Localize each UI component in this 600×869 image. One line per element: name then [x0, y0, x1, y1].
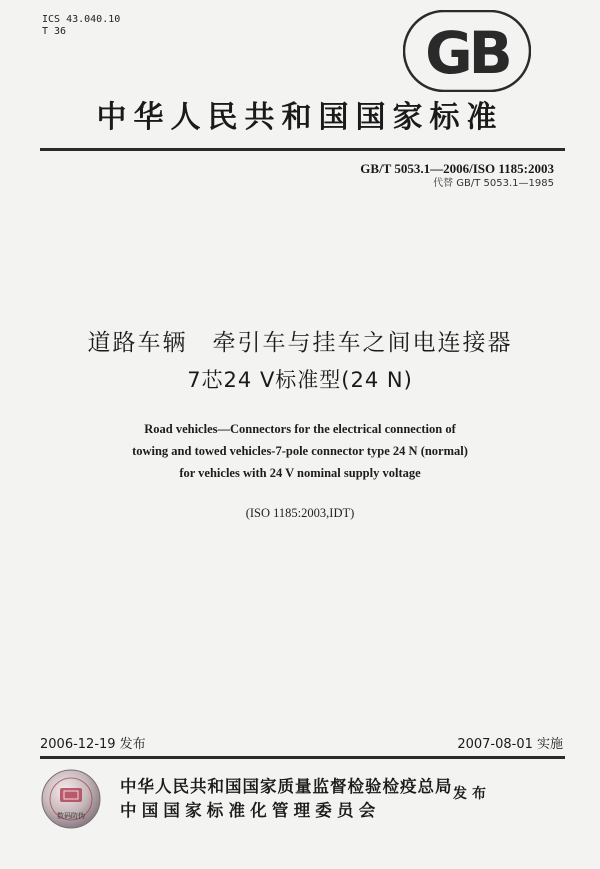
chinese-title-line-2: 7芯24 V标准型(24 N) — [187, 368, 413, 392]
ics-code: ICS 43.040.10 — [42, 14, 121, 25]
publish-label: 发布 — [453, 786, 491, 802]
svg-text:GB: GB — [425, 19, 509, 87]
issuer-line-1: 中华人民共和国国家质量监督检验检疫总局 — [120, 777, 453, 796]
standard-number: GB/T 5053.1—2006/ISO 1185:2003 — [360, 161, 554, 176]
seal-text: 数码防伪 — [57, 812, 85, 820]
iso-reference: (ISO 1185:2003,IDT) — [245, 506, 355, 520]
replaces-standard: 代替 GB/T 5053.1—1985 — [433, 178, 554, 189]
footer-rule — [40, 756, 565, 759]
english-title-line-2: towing and towed vehicles-7-pole connector type 24 N (normal) — [132, 444, 468, 458]
english-title-line-3: for vehicles with 24 V nominal supply voltage — [179, 466, 421, 480]
header-rule — [40, 148, 565, 151]
national-standard-title: 中华人民共和国国家标准 — [96, 100, 504, 135]
classification-codes — [42, 14, 120, 38]
chinese-title-line-1: 道路车辆 牵引车与挂车之间电连接器 — [87, 330, 513, 356]
date-row — [40, 737, 563, 753]
english-title-line-1: Road vehicles—Connectors for the electrical connection of — [144, 422, 456, 436]
implementation-date: 2007-08-01 实施 — [457, 737, 563, 752]
anti-counterfeit-seal-icon — [40, 768, 102, 830]
english-title — [0, 418, 600, 484]
issue-date: 2006-12-19 发布 — [40, 737, 146, 752]
issuing-authorities — [120, 775, 453, 823]
issuer-line-2: 中国国家标准化管理委员会 — [120, 801, 381, 820]
class-code: T 36 — [42, 26, 67, 37]
gb-logo — [403, 10, 531, 92]
